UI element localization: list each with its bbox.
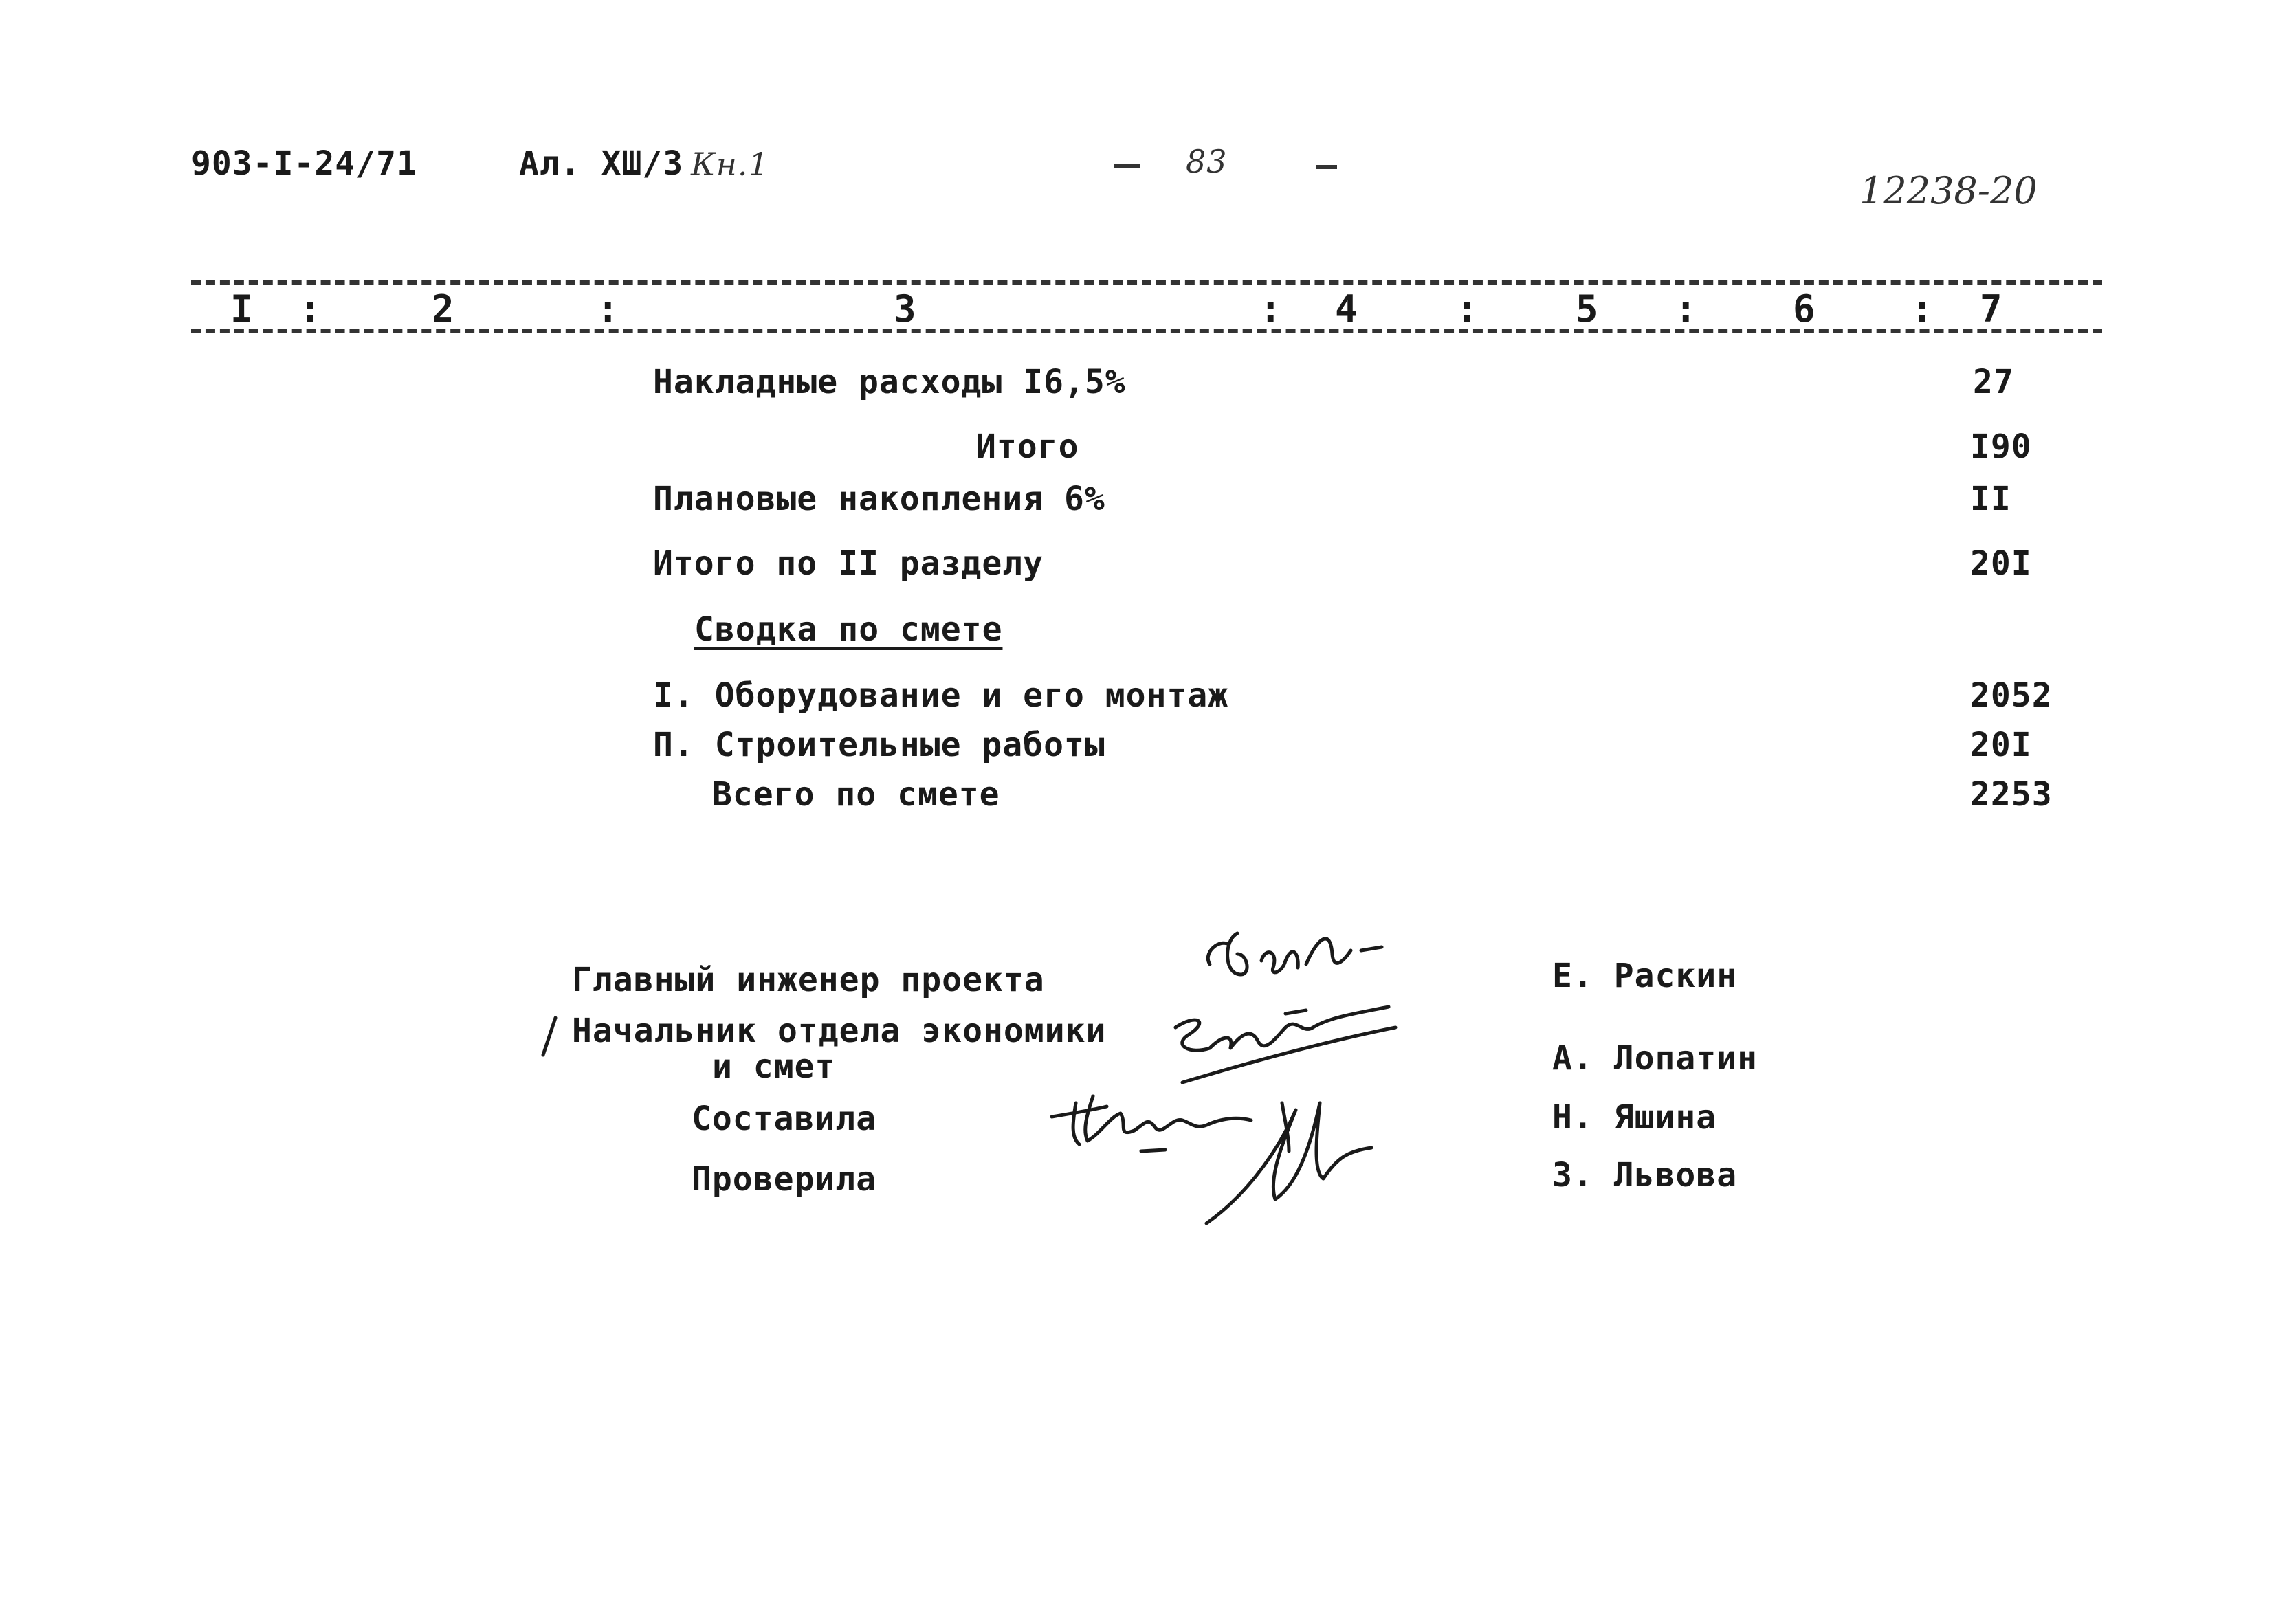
- summary-item-label: П. Строительные работы: [653, 726, 1105, 764]
- summary-total-label: Всего по смете: [712, 775, 1000, 814]
- table-header-bottom-rule: [191, 329, 2102, 333]
- summary-item-label: I. Оборудование и его монтаж: [653, 676, 1229, 715]
- signatory-name: А. Лопатин: [1552, 1039, 1758, 1078]
- column-number: I: [230, 287, 253, 331]
- row-value: 27: [1973, 363, 2014, 401]
- signatory-name: З. Львова: [1552, 1156, 1738, 1194]
- column-number: 5: [1576, 287, 1598, 331]
- document-code: 903-I-24/71: [191, 144, 417, 183]
- table-header-top-rule: [191, 280, 2102, 285]
- row-value: I90: [1970, 427, 2032, 466]
- signatory-name: Е. Раскин: [1552, 957, 1738, 995]
- signature-role: Проверила: [692, 1160, 877, 1199]
- summary-item-value: 20I: [1970, 726, 2032, 764]
- column-number: 6: [1793, 287, 1815, 331]
- book-number: Кн.1: [691, 146, 769, 183]
- page-number: 83: [1186, 143, 1228, 180]
- column-number: 2: [432, 287, 454, 331]
- album-number: Ал. XШ/3: [519, 144, 684, 183]
- pen-mark-icon: [536, 1014, 564, 1062]
- page-dash-right: [1316, 165, 1337, 169]
- column-number: 4: [1335, 287, 1358, 331]
- row-label: Накладные расходы I6,5%: [653, 363, 1126, 401]
- column-separator: :: [1675, 287, 1697, 331]
- column-separator: :: [1911, 287, 1934, 331]
- signatory-name: Н. Яшина: [1552, 1098, 1717, 1137]
- signature-4-image: [1193, 1082, 1378, 1234]
- row-label: Итого по II разделу: [653, 544, 1044, 583]
- column-separator: :: [1456, 287, 1479, 331]
- page-dash-left: [1114, 164, 1140, 168]
- summary-item-value: 2052: [1970, 676, 2053, 715]
- column-number: 3: [894, 287, 916, 331]
- summary-heading: Сводка по смете: [694, 610, 1003, 649]
- row-label: Итого: [976, 427, 1079, 466]
- row-value: II: [1970, 480, 2011, 518]
- signature-role-continued: и смет: [712, 1047, 836, 1086]
- summary-total-value: 2253: [1970, 775, 2053, 814]
- row-value: 20I: [1970, 544, 2032, 583]
- archive-number: 12238-20: [1859, 169, 2038, 212]
- column-separator: :: [1259, 287, 1282, 331]
- signature-2-image: [1148, 986, 1409, 1089]
- column-number: 7: [1980, 287, 2002, 331]
- signature-role: Составила: [692, 1100, 877, 1138]
- signature-role: Главный инженер проекта: [572, 961, 1045, 999]
- signature-role: Начальник отдела экономики: [572, 1012, 1107, 1050]
- signature-1-image: [1196, 913, 1423, 988]
- column-separator: :: [597, 287, 619, 331]
- column-separator: :: [299, 287, 322, 331]
- row-label: Плановые накопления 6%: [653, 480, 1105, 518]
